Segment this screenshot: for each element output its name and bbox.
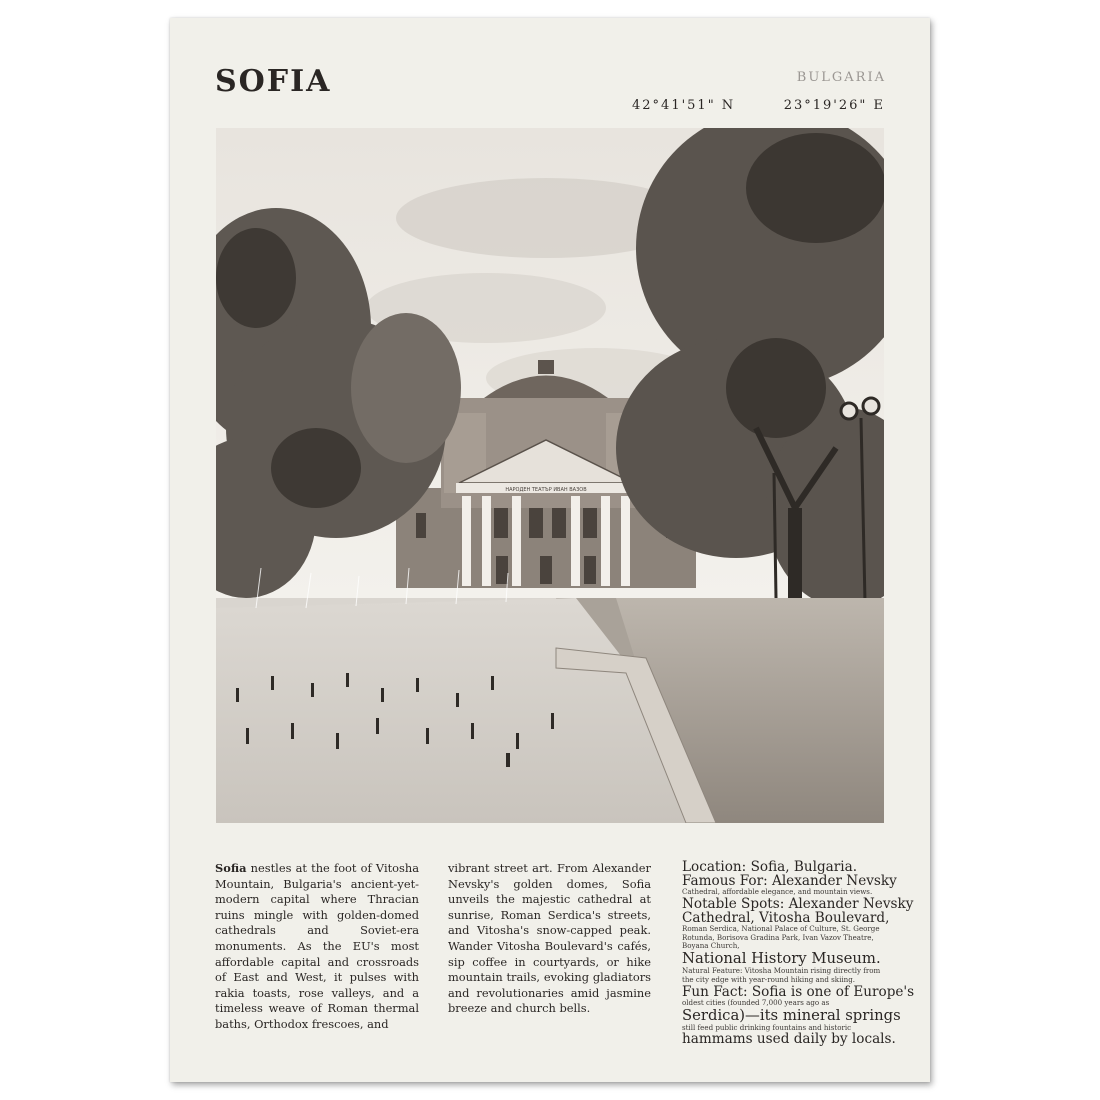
description-column-2: vibrant street art. From Alexander Nevsky's golden domes, Sofia unveils the majestic cathedral at sunrise, Roman Serdica's streets, and Vitosha's snow-capped peak. Wander Vitosha Boulevard's cafés, sip coffee in courtyards, or hike mountain trails, evoking gladiators and revolutionaries amid jasmine breeze and church bells.	[448, 861, 651, 1016]
facts-column	[682, 859, 915, 1048]
description-lead: Sofia	[215, 861, 247, 875]
fact-natural-feature: Natural Feature: Vitosha Mountain rising directly from the city edge with year-round hiking and skiing.	[682, 966, 881, 984]
fact-notable-spots: Notable Spots: Alexander Nevsky	[682, 895, 914, 912]
latitude-label: 42°41'51" N	[632, 98, 736, 113]
travel-poster	[170, 18, 930, 1082]
fact-fun-fact: Fun Fact: Sofia is one of Europe's	[682, 983, 915, 1000]
fact-notable-spots-detail: Roman Serdica, National Palace of Culture, St. George Rotunda, Borisova Gradina Park, Ivan Vazov Theatre, Boyana Church,	[682, 923, 880, 951]
fact-location: Location: Sofia, Bulgaria.	[682, 859, 858, 875]
fact-fun-fact-detail-2: still feed public drinking fountains and historic	[682, 1022, 852, 1032]
description-text-1: nestles at the foot of Vitosha Mountain, Bulgaria's ancient-yet-modern capital where Thracian ruins mingle with golden-domed cathedrals and Soviet-era monuments. As the EU's most affordable capital and crossroads of East and West, it pulses with rakia toasts, rose valleys, and a timeless weave of Roman thermal baths, Orthodox frescoes, and	[215, 861, 419, 1031]
theatre-illustration	[216, 128, 884, 823]
fact-fun-fact-2: Serdica)—its mineral springs	[682, 1006, 901, 1024]
fact-fun-fact-end: hammams used daily by locals.	[682, 1031, 896, 1048]
city-title: SOFIA	[215, 64, 332, 99]
fact-famous-for: Famous For: Alexander Nevsky	[682, 873, 897, 889]
description-column-1	[215, 861, 419, 1033]
longitude-label: 23°19'26" E	[783, 98, 885, 113]
fact-notable-spots-2: Cathedral, Vitosha Boulevard,	[682, 909, 890, 926]
city-photo	[216, 128, 884, 823]
country-label: BULGARIA	[796, 70, 886, 85]
fact-notable-spots-end: National History Museum.	[682, 950, 881, 968]
svg-text:НАРОДЕН ТЕАТЪР ИВАН ВАЗОВ: НАРОДЕН ТЕАТЪР ИВАН ВАЗОВ	[505, 487, 587, 493]
fact-fun-fact-detail: oldest cities (founded 7,000 years ago as	[682, 997, 830, 1007]
fact-famous-for-detail: Cathedral, affordable elegance, and mountain views.	[682, 887, 873, 896]
